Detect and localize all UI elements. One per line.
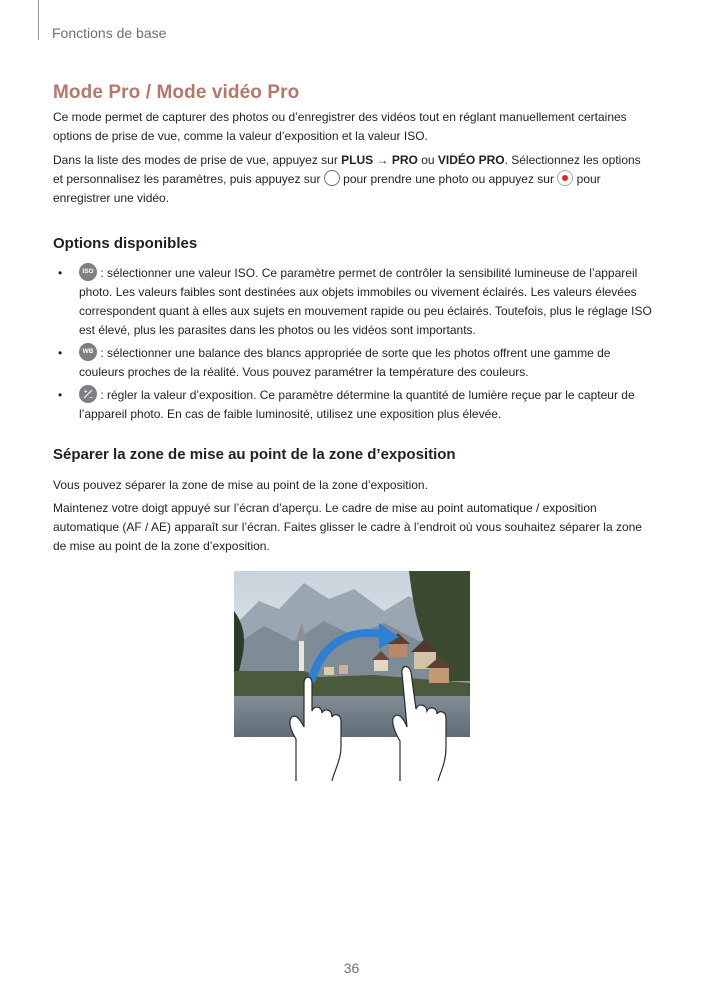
svg-text:−: − (89, 394, 94, 401)
option-iso (53, 264, 653, 340)
page-number: 36 (343, 960, 360, 976)
option-exposure (53, 386, 653, 424)
record-button-icon (557, 170, 573, 186)
option-wb (53, 344, 653, 382)
option-wb-text: : sélectionner une balance des blancs appropriée de sorte que les photos offrent une gamme de couleurs proches de la réalité. Vous pouvez paramétrer la température des couleurs. (79, 346, 611, 379)
pro-keyword: PRO (391, 153, 418, 167)
bullet: • (58, 346, 63, 360)
intro-paragraph: Ce mode permet de capturer des photos ou d’enregistrer des vidéos tout en réglant manuellement certaines options de prise de vue, comme la valeur d’exposition et la valeur ISO. (53, 110, 627, 143)
svg-text:+: + (83, 388, 88, 395)
instructions-paragraph: Dans la liste des modes de prise de vue, appuyez sur PLUS → PRO ou VIDÉO PRO. Sélectionnez les options et personnalisez les paramètres, puis appuyez sur pour prendre une photo ou appuyez sur pour enregistrer une vidéo. (53, 153, 641, 205)
separate-paragraph-1: Vous pouvez séparer la zone de mise au point de la zone d’exposition. (53, 478, 428, 492)
options-heading: Options disponibles (53, 235, 198, 252)
exposure-icon (79, 385, 97, 403)
white-balance-icon: WB (79, 343, 97, 361)
video-pro-keyword: VIDÉO PRO (437, 153, 505, 167)
option-iso-text: : sélectionner une valeur ISO. Ce paramètre permet de contrôler la sensibilité lumineuse de l’appareil photo. Les valeurs faibles sont destinées aux objets immobiles ou vivement éclairés. Les valeurs élevées correspondent quant à elles aux sujets en mouvement rapide ou peu éclairés. Toutefois, plus le réglage ISO est élevé, plus les parasites dans les photos ou les vidéos sont importants. (79, 266, 652, 337)
option-exposure-text: : régler la valeur d’exposition. Ce paramètre détermine la quantité de lumière reçue par le capteur de l’appareil photo. En cas de faible luminosité, utilisez une exposition plus élevée. (79, 388, 635, 421)
separate-paragraph-2: Maintenez votre doigt appuyé sur l’écran d’aperçu. Le cadre de mise au point automatique / exposition automatique (AF / AE) apparaît sur l’écran. Faites glisser le cadre à l’endroit où vous souhaitez séparer la zone de mise au point de la zone d’exposition. (53, 501, 642, 553)
bullet: • (58, 388, 63, 402)
plus-keyword: PLUS (341, 153, 374, 167)
separate-focus-heading: Séparer la zone de mise au point de la zone d’exposition (53, 446, 456, 463)
page-title: Mode Pro / Mode vidéo Pro (53, 82, 300, 103)
shutter-button-icon (324, 170, 340, 186)
af-ae-separation-illustration (234, 571, 470, 781)
options-list (53, 264, 653, 428)
bullet: • (58, 266, 63, 280)
page-edge-line (38, 0, 39, 40)
section-header: Fonctions de base (52, 25, 167, 41)
iso-icon: ISO (79, 263, 97, 281)
